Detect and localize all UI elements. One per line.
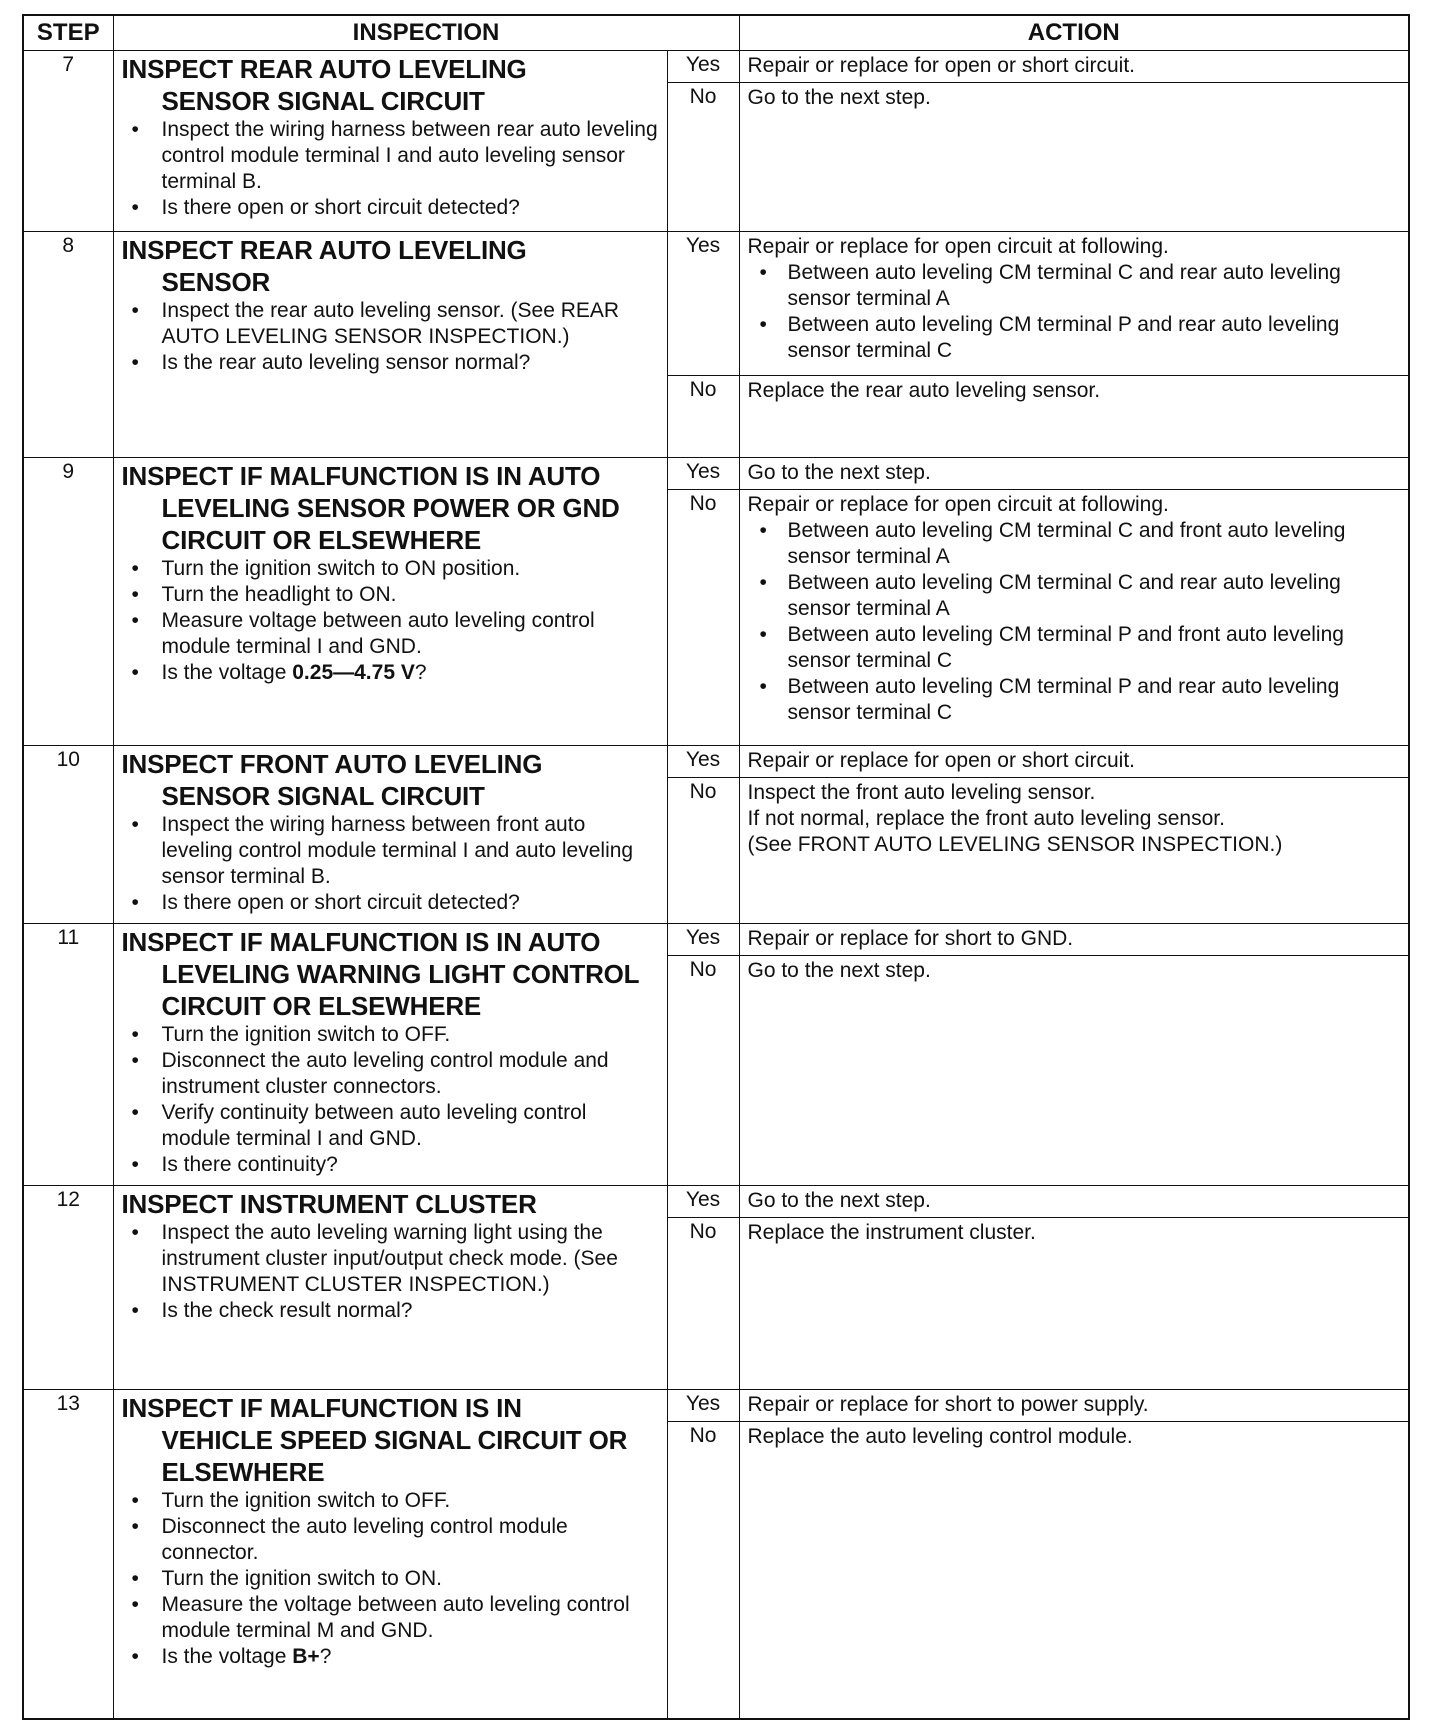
yes-action: Repair or replace for short to power supply. — [739, 1390, 1409, 1422]
yes-action-cell — [739, 232, 1409, 376]
header-inspection: INSPECTION — [113, 15, 739, 51]
list-item: • Between auto leveling CM terminal C and rear auto leveling sensor terminal A — [748, 260, 1401, 312]
yes-action: Go to the next step. — [739, 458, 1409, 490]
inspection-bullets — [122, 1488, 661, 1670]
no-label: No — [667, 1218, 739, 1390]
table-row — [23, 232, 1409, 376]
no-action: Replace the rear auto leveling sensor. — [739, 376, 1409, 458]
list-item: • Is there continuity? — [122, 1152, 661, 1178]
yes-label: Yes — [667, 746, 739, 778]
inspection-bullets — [122, 298, 661, 376]
yes-label: Yes — [667, 924, 739, 956]
list-item: • Measure the voltage between auto leveling control module terminal M and GND. — [122, 1592, 661, 1644]
list-item: • Is the check result normal? — [122, 1298, 661, 1324]
inspection-bullets — [122, 556, 661, 686]
list-item: • Inspect the rear auto leveling sensor. (See REAR AUTO LEVELING SENSOR INSPECTION.) — [122, 298, 661, 350]
no-action-line: Inspect the front auto leveling sensor. — [747, 781, 1096, 804]
no-label: No — [667, 83, 739, 232]
table-row — [23, 1186, 1409, 1218]
table-header-row — [23, 15, 1409, 51]
inspection-cell — [113, 924, 667, 1186]
list-item: • Inspect the wiring harness between rear auto leveling control module terminal I and auto leveling sensor terminal B. — [122, 117, 661, 195]
table-row — [23, 924, 1409, 956]
yes-label: Yes — [667, 51, 739, 83]
inspection-title: INSPECT REAR AUTO LEVELING SENSOR SIGNAL CIRCUIT — [121, 54, 527, 116]
list-item: • Between auto leveling CM terminal P and front auto leveling sensor terminal C — [748, 622, 1401, 674]
voltage-spec: B+ — [292, 1645, 320, 1668]
inspection-bullets — [122, 812, 661, 916]
header-step: STEP — [23, 15, 113, 51]
list-item: • Turn the ignition switch to OFF. — [122, 1022, 661, 1048]
yes-action: Repair or replace for short to GND. — [739, 924, 1409, 956]
no-action: Repair or replace for open circuit at following. — [747, 493, 1169, 516]
inspection-cell — [113, 1390, 667, 1720]
list-item: • Between auto leveling CM terminal C and rear auto leveling sensor terminal A — [748, 570, 1401, 622]
list-item: • Turn the headlight to ON. — [122, 582, 661, 608]
inspection-bullets — [122, 1022, 661, 1178]
inspection-cell — [113, 746, 667, 924]
inspection-title: INSPECT IF MALFUNCTION IS IN AUTO LEVELING SENSOR POWER OR GND CIRCUIT OR ELSEWHERE — [121, 461, 620, 555]
list-item: • Measure voltage between auto leveling control module terminal I and GND. — [122, 608, 661, 660]
list-item: • Inspect the auto leveling warning light using the instrument cluster input/output check mode. (See INSTRUMENT CLUSTER INSPECTION.) — [122, 1220, 661, 1298]
table-row — [23, 746, 1409, 778]
yes-action: Go to the next step. — [739, 1186, 1409, 1218]
yes-action: Repair or replace for open circuit at following. — [747, 235, 1169, 258]
action-bullets — [748, 518, 1401, 726]
no-action: Replace the instrument cluster. — [739, 1218, 1409, 1390]
inspection-title: INSPECT IF MALFUNCTION IS IN VEHICLE SPEED SIGNAL CIRCUIT OR ELSEWHERE — [121, 1393, 628, 1487]
step-number: 9 — [23, 458, 113, 746]
yes-label: Yes — [667, 1390, 739, 1422]
no-action: Replace the auto leveling control module. — [739, 1422, 1409, 1720]
list-item: • Is there open or short circuit detected? — [122, 890, 661, 916]
list-item: • Turn the ignition switch to OFF. — [122, 1488, 661, 1514]
no-action-cell — [739, 778, 1409, 924]
yes-action: Repair or replace for open or short circuit. — [739, 746, 1409, 778]
no-label: No — [667, 778, 739, 924]
action-bullets — [748, 260, 1401, 364]
yes-action: Repair or replace for open or short circuit. — [739, 51, 1409, 83]
step-number: 10 — [23, 746, 113, 924]
inspection-cell — [113, 1186, 667, 1390]
troubleshooting-table — [22, 14, 1410, 1720]
list-item: • Is the voltage 0.25—4.75 V? — [122, 660, 661, 686]
list-item: • Is the rear auto leveling sensor normal? — [122, 350, 661, 376]
voltage-spec: 0.25—4.75 V — [292, 661, 415, 684]
table-row — [23, 51, 1409, 83]
step-number: 11 — [23, 924, 113, 1186]
no-label: No — [667, 376, 739, 458]
list-item: • Is the voltage B+? — [122, 1644, 661, 1670]
yes-label: Yes — [667, 232, 739, 376]
inspection-cell — [113, 51, 667, 232]
no-action-line: (See FRONT AUTO LEVELING SENSOR INSPECTION.) — [747, 833, 1283, 856]
no-label: No — [667, 1422, 739, 1720]
list-item: • Disconnect the auto leveling control module connector. — [122, 1514, 661, 1566]
yes-label: Yes — [667, 458, 739, 490]
list-item: • Between auto leveling CM terminal P and rear auto leveling sensor terminal C — [748, 674, 1401, 726]
troubleshooting-table-container — [22, 14, 1408, 1720]
inspection-title: INSPECT FRONT AUTO LEVELING SENSOR SIGNAL CIRCUIT — [121, 749, 543, 811]
no-label: No — [667, 490, 739, 746]
list-item: • Verify continuity between auto leveling control module terminal I and GND. — [122, 1100, 661, 1152]
no-action-cell — [739, 490, 1409, 746]
list-item: • Between auto leveling CM terminal C and front auto leveling sensor terminal A — [748, 518, 1401, 570]
list-item: • Turn the ignition switch to ON. — [122, 1566, 661, 1592]
inspection-cell — [113, 458, 667, 746]
table-row — [23, 1390, 1409, 1422]
table-row — [23, 458, 1409, 490]
list-item: • Between auto leveling CM terminal P and rear auto leveling sensor terminal C — [748, 312, 1401, 364]
list-item: • Disconnect the auto leveling control module and instrument cluster connectors. — [122, 1048, 661, 1100]
header-action: ACTION — [739, 15, 1409, 51]
list-item: • Turn the ignition switch to ON position. — [122, 556, 661, 582]
no-action: Go to the next step. — [739, 83, 1409, 232]
yes-label: Yes — [667, 1186, 739, 1218]
inspection-cell — [113, 232, 667, 458]
inspection-title: INSPECT IF MALFUNCTION IS IN AUTO LEVELING WARNING LIGHT CONTROL CIRCUIT OR ELSEWHERE — [121, 927, 639, 1021]
inspection-title: INSPECT REAR AUTO LEVELING SENSOR — [121, 235, 527, 297]
step-number: 8 — [23, 232, 113, 458]
inspection-bullets — [122, 117, 661, 221]
step-number: 13 — [23, 1390, 113, 1720]
no-action: Go to the next step. — [739, 956, 1409, 1186]
inspection-title: INSPECT INSTRUMENT CLUSTER — [121, 1189, 537, 1219]
no-action-line: If not normal, replace the front auto leveling sensor. — [747, 807, 1225, 830]
list-item: • Is there open or short circuit detected? — [122, 195, 661, 221]
step-number: 12 — [23, 1186, 113, 1390]
no-label: No — [667, 956, 739, 1186]
list-item: • Inspect the wiring harness between front auto leveling control module terminal I and auto leveling sensor terminal B. — [122, 812, 661, 890]
inspection-bullets — [122, 1220, 661, 1324]
step-number: 7 — [23, 51, 113, 232]
